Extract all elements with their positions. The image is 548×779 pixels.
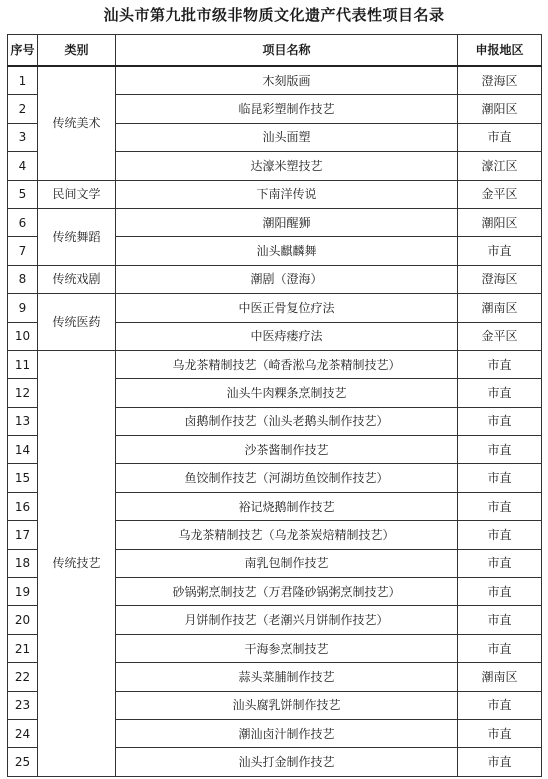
row-area: 市直 xyxy=(458,464,542,492)
row-area: 市直 xyxy=(458,606,542,634)
row-name: 汕头牛肉粿条烹制技艺 xyxy=(116,379,458,407)
row-area: 市直 xyxy=(458,123,542,151)
row-no: 15 xyxy=(8,464,38,492)
table-row xyxy=(8,208,542,236)
row-name: 裕记烧鹅制作技艺 xyxy=(116,492,458,520)
category-cell: 传统美术 xyxy=(38,66,116,180)
row-no: 2 xyxy=(8,95,38,123)
row-area: 澄海区 xyxy=(458,265,542,293)
row-area: 市直 xyxy=(458,634,542,662)
row-area: 市直 xyxy=(458,748,542,776)
row-no: 20 xyxy=(8,606,38,634)
row-name: 潮阳醒狮 xyxy=(116,208,458,236)
row-area: 金平区 xyxy=(458,180,542,208)
row-no: 21 xyxy=(8,634,38,662)
row-name: 蒜头菜脯制作技艺 xyxy=(116,663,458,691)
row-name: 南乳包制作技艺 xyxy=(116,549,458,577)
row-name: 汕头麒麟舞 xyxy=(116,237,458,265)
row-name: 沙茶酱制作技艺 xyxy=(116,436,458,464)
row-area: 潮南区 xyxy=(458,294,542,322)
table-row xyxy=(8,294,542,322)
page-title: 汕头市第九批市级非物质文化遗产代表性项目名录 xyxy=(103,6,445,24)
category-cell: 传统技艺 xyxy=(38,350,116,776)
row-name: 达濠米塑技艺 xyxy=(116,152,458,180)
row-no: 1 xyxy=(8,66,38,95)
row-no: 3 xyxy=(8,123,38,151)
row-no: 16 xyxy=(8,492,38,520)
row-no: 5 xyxy=(8,180,38,208)
row-no: 24 xyxy=(8,719,38,747)
row-area: 市直 xyxy=(458,578,542,606)
row-area: 市直 xyxy=(458,436,542,464)
row-no: 9 xyxy=(8,294,38,322)
row-no: 19 xyxy=(8,578,38,606)
row-area: 市直 xyxy=(458,350,542,378)
row-name: 潮剧（澄海） xyxy=(116,265,458,293)
row-no: 18 xyxy=(8,549,38,577)
row-no: 17 xyxy=(8,521,38,549)
row-no: 14 xyxy=(8,436,38,464)
row-name: 下南洋传说 xyxy=(116,180,458,208)
category-cell: 传统戏剧 xyxy=(38,265,116,293)
row-name: 中医痔瘘疗法 xyxy=(116,322,458,350)
row-no: 7 xyxy=(8,237,38,265)
row-area: 市直 xyxy=(458,521,542,549)
table-row xyxy=(8,350,542,378)
row-no: 6 xyxy=(8,208,38,236)
row-name: 砂锅粥烹制技艺（万君隆砂锅粥烹制技艺） xyxy=(116,578,458,606)
category-cell: 民间文学 xyxy=(38,180,116,208)
row-no: 13 xyxy=(8,407,38,435)
row-area: 澄海区 xyxy=(458,66,542,95)
heritage-list-table xyxy=(7,34,542,777)
row-name: 卤鹅制作技艺（汕头老鹅头制作技艺） xyxy=(116,407,458,435)
row-name: 汕头面塑 xyxy=(116,123,458,151)
header-category: 类别 xyxy=(38,35,116,67)
row-no: 8 xyxy=(8,265,38,293)
row-area: 潮阳区 xyxy=(458,208,542,236)
row-area: 金平区 xyxy=(458,322,542,350)
row-area: 市直 xyxy=(458,237,542,265)
row-name: 乌龙茶精制技艺（崎香淞乌龙茶精制技艺） xyxy=(116,350,458,378)
row-name: 木刻版画 xyxy=(116,66,458,95)
table-row xyxy=(8,265,542,293)
header-name: 项目名称 xyxy=(116,35,458,67)
table-header-row xyxy=(8,35,542,67)
row-area: 市直 xyxy=(458,691,542,719)
row-no: 22 xyxy=(8,663,38,691)
category-cell: 传统舞蹈 xyxy=(38,208,116,265)
row-no: 23 xyxy=(8,691,38,719)
row-no: 11 xyxy=(8,350,38,378)
row-no: 10 xyxy=(8,322,38,350)
table-row xyxy=(8,180,542,208)
row-name: 汕头腐乳饼制作技艺 xyxy=(116,691,458,719)
row-no: 25 xyxy=(8,748,38,776)
header-no: 序号 xyxy=(8,35,38,67)
row-area: 市直 xyxy=(458,407,542,435)
row-name: 乌龙茶精制技艺（乌龙茶炭焙精制技艺） xyxy=(116,521,458,549)
table-row xyxy=(8,66,542,95)
row-area: 潮阳区 xyxy=(458,95,542,123)
category-cell: 传统医药 xyxy=(38,294,116,351)
row-area: 潮南区 xyxy=(458,663,542,691)
row-area: 市直 xyxy=(458,492,542,520)
header-area: 申报地区 xyxy=(458,35,542,67)
row-name: 汕头打金制作技艺 xyxy=(116,748,458,776)
row-name: 鱼饺制作技艺（河湖坊鱼饺制作技艺） xyxy=(116,464,458,492)
row-no: 12 xyxy=(8,379,38,407)
row-area: 濠江区 xyxy=(458,152,542,180)
row-name: 潮汕卤汁制作技艺 xyxy=(116,719,458,747)
row-name: 中医正骨复位疗法 xyxy=(116,294,458,322)
row-area: 市直 xyxy=(458,549,542,577)
row-name: 干海参烹制技艺 xyxy=(116,634,458,662)
row-no: 4 xyxy=(8,152,38,180)
row-name: 月饼制作技艺（老潮兴月饼制作技艺） xyxy=(116,606,458,634)
row-area: 市直 xyxy=(458,379,542,407)
row-area: 市直 xyxy=(458,719,542,747)
row-name: 临昆彩塑制作技艺 xyxy=(116,95,458,123)
